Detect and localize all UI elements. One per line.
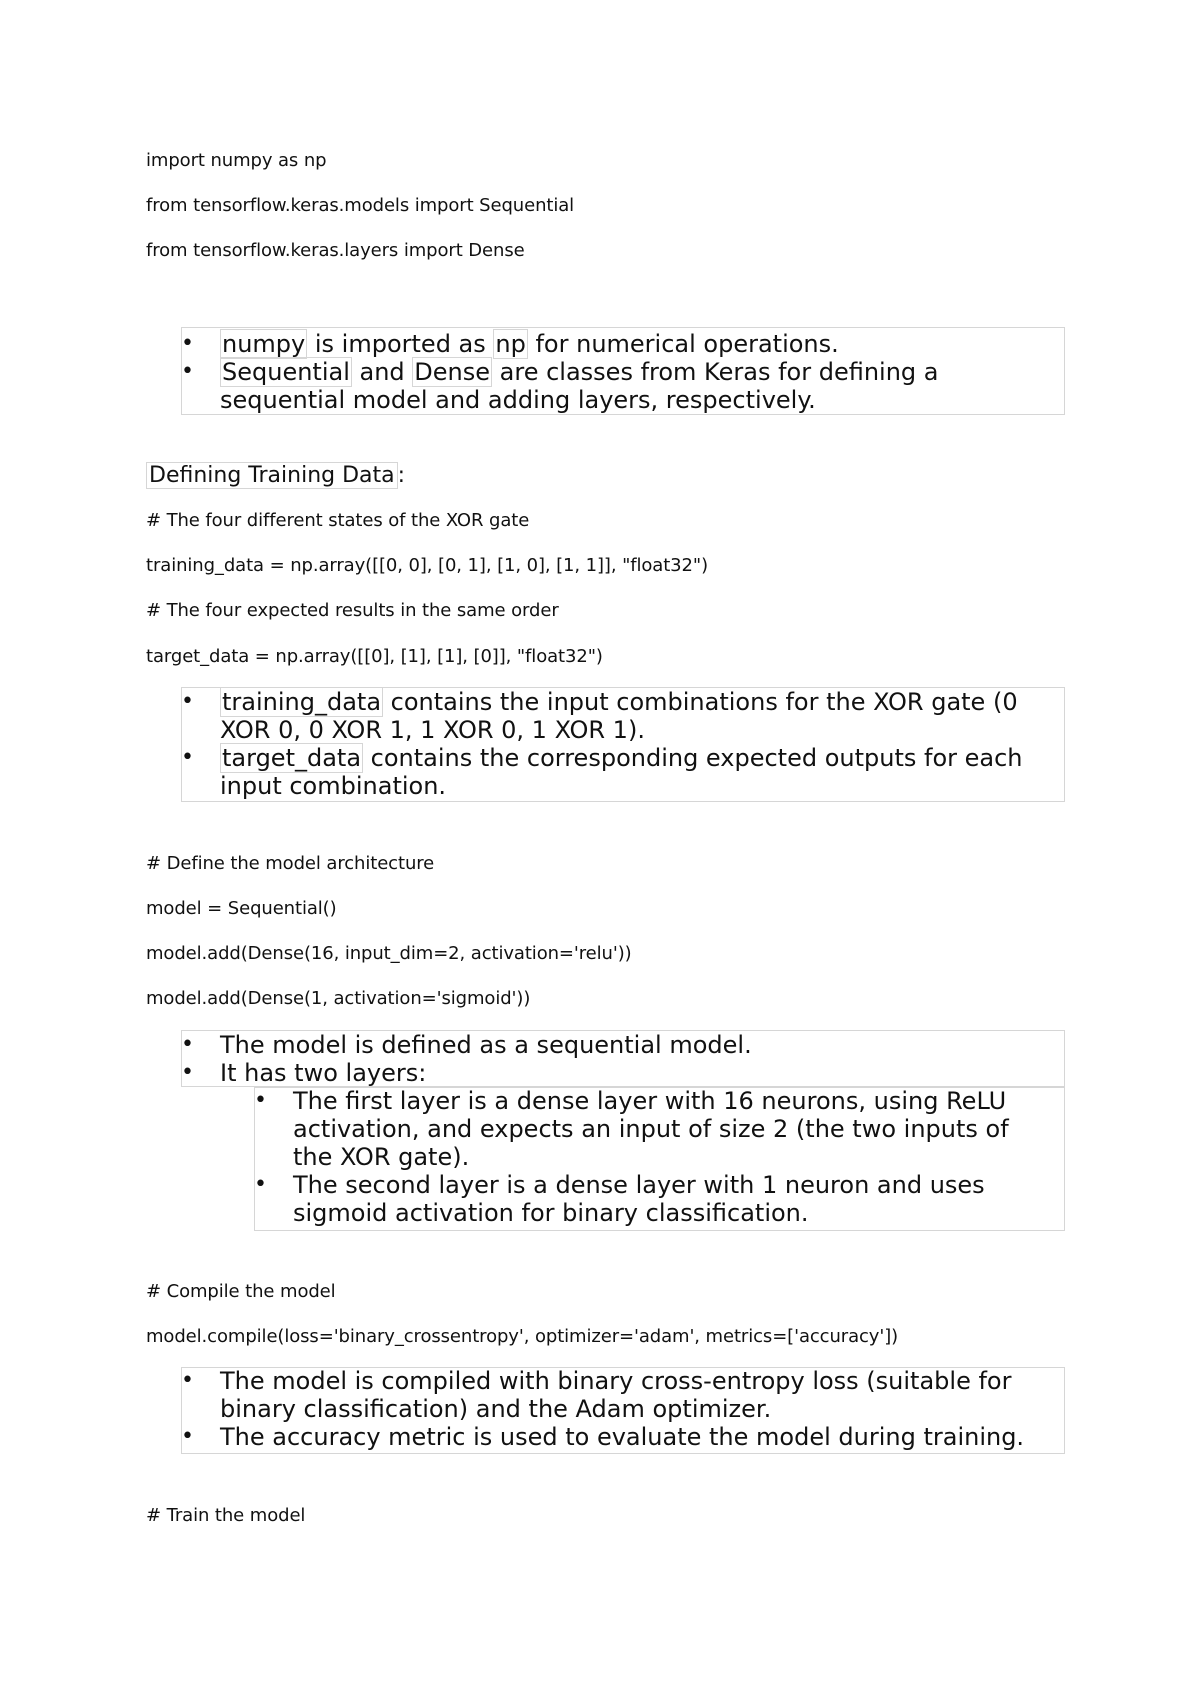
inline-code: target_data [222, 744, 362, 772]
list-item [181, 688, 1023, 744]
heading-label: Defining Training Data [146, 462, 398, 489]
inline-code: Sequential [222, 358, 350, 386]
note-text: The accuracy metric is used to evaluate the model during training. [220, 1423, 1025, 1451]
list-item [181, 1059, 752, 1087]
note-text: The first layer is a dense layer with 16 neurons, using ReLU [293, 1087, 1007, 1115]
list-item [181, 358, 938, 414]
code-line-import-dense: from tensorflow.keras.layers import Dense [146, 240, 525, 261]
note-text: sigmoid activation for binary classification. [293, 1199, 809, 1227]
code-line-model-add-dense-1: model.add(Dense(1, activation='sigmoid')) [146, 988, 531, 1009]
inline-code: np [495, 330, 526, 358]
code-comment-train: # Train the model [146, 1505, 306, 1526]
code-line-target-data: target_data = np.array([[0], [1], [1], [0]], "float32") [146, 646, 603, 667]
list-item [254, 1171, 1009, 1227]
note-text: the XOR gate). [293, 1143, 470, 1171]
code-line-model-sequential: model = Sequential() [146, 898, 337, 919]
note-text: sequential model and adding layers, respectively. [220, 386, 816, 414]
heading-suffix: : [397, 463, 406, 488]
code-line-training-data: training_data = np.array([[0, 0], [0, 1], [1, 0], [1, 1]], "float32") [146, 555, 708, 576]
code-line-import-sequential: from tensorflow.keras.models import Sequential [146, 195, 575, 216]
list-item [181, 1367, 1024, 1423]
note-text: contains the corresponding expected outputs for each [363, 744, 1023, 772]
note-text: binary classification) and the Adam optimizer. [220, 1395, 772, 1423]
compile-notes-list [181, 1367, 1024, 1451]
note-text: The model is defined as a sequential model. [220, 1031, 752, 1059]
code-line-model-compile: model.compile(loss='binary_crossentropy', optimizer='adam', metrics=['accuracy']) [146, 1326, 899, 1347]
list-item [181, 330, 938, 358]
note-text: activation, and expects an input of size 2 (the two inputs of [293, 1115, 1009, 1143]
note-text: is imported as [307, 330, 494, 358]
model-notes-list [181, 1031, 752, 1087]
code-line-model-add-dense-16: model.add(Dense(16, input_dim=2, activation='relu')) [146, 943, 632, 964]
note-text: and [351, 358, 413, 386]
model-layers-list [254, 1087, 1009, 1227]
section-heading-training-data [146, 462, 405, 490]
note-text: It has two layers: [220, 1059, 427, 1087]
code-comment-xor-states: # The four different states of the XOR gate [146, 510, 530, 531]
code-line-import-numpy: import numpy as np [146, 150, 327, 171]
note-text: contains the input combinations for the XOR gate (0 [383, 688, 1018, 716]
note-text: The second layer is a dense layer with 1 neuron and uses [293, 1171, 985, 1199]
note-text: are classes from Keras for defining a [492, 358, 939, 386]
note-text: XOR 0, 0 XOR 1, 1 XOR 0, 1 XOR 1). [220, 716, 645, 744]
code-comment-expected-results: # The four expected results in the same order [146, 600, 559, 621]
inline-code: Dense [414, 358, 491, 386]
code-comment-compile: # Compile the model [146, 1281, 336, 1302]
inline-code: training_data [222, 688, 382, 716]
list-item [181, 1423, 1024, 1451]
training-notes-list [181, 688, 1023, 800]
inline-code: numpy [222, 330, 306, 358]
list-item [181, 744, 1023, 800]
list-item [254, 1087, 1009, 1171]
code-comment-model-architecture: # Define the model architecture [146, 853, 435, 874]
imports-notes-list [181, 330, 938, 414]
note-text: The model is compiled with binary cross-entropy loss (suitable for [220, 1367, 1012, 1395]
note-text: for numerical operations. [527, 330, 839, 358]
note-text: input combination. [220, 772, 447, 800]
list-item [181, 1031, 752, 1059]
